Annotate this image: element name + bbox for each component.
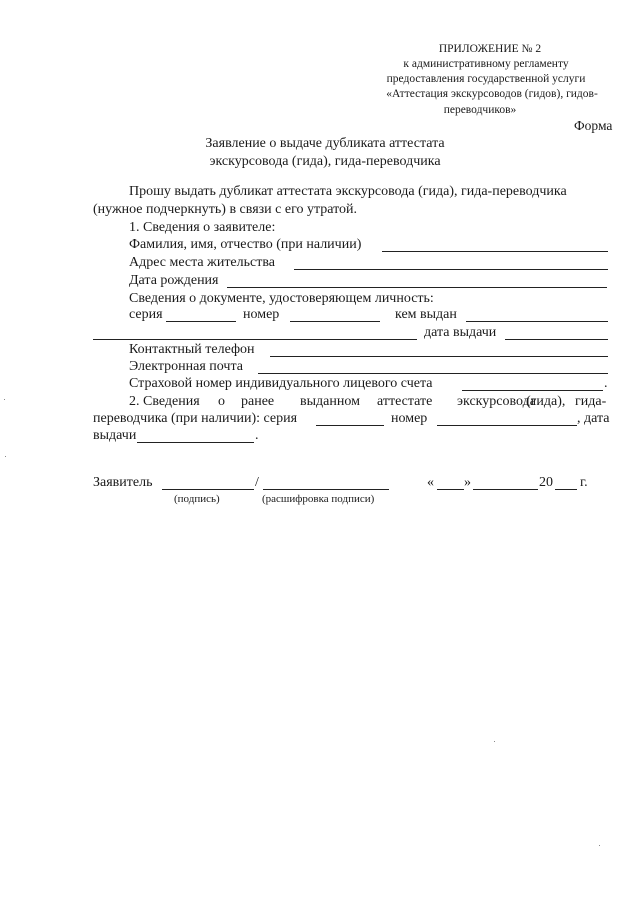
id-document-label: Сведения о документе, удостоверяющем личность: <box>129 291 434 306</box>
date-year-suffix: г. <box>580 475 588 490</box>
prev-series-label: переводчика (при наличии): серия <box>93 411 298 426</box>
date-year-field[interactable] <box>555 489 577 490</box>
date-year-prefix: 20 <box>539 475 553 490</box>
section2-word: выданном <box>300 394 360 409</box>
address-field[interactable] <box>294 269 608 270</box>
date-quote-open: « <box>427 475 434 490</box>
section2-word: о <box>218 394 225 409</box>
snils-label: Страховой номер индивидуального лицевого счета <box>129 376 433 391</box>
scan-speck <box>4 399 5 400</box>
section2-word: гида- <box>575 394 607 409</box>
section1-heading: 1. Сведения о заявителе: <box>129 220 276 235</box>
phone-label: Контактный телефон <box>129 342 255 357</box>
birth-date-label: Дата рождения <box>129 273 219 288</box>
date-month-field[interactable] <box>473 489 538 490</box>
email-label: Электронная почта <box>129 359 243 374</box>
form-label: Форма <box>574 118 613 133</box>
scan-speck <box>494 741 495 742</box>
id-number-field[interactable] <box>290 321 380 322</box>
snils-field[interactable] <box>462 390 603 391</box>
prev-series-field[interactable] <box>316 425 384 426</box>
prev-issue-date-field[interactable] <box>137 442 254 443</box>
prev-issue-label: выдачи <box>93 428 137 443</box>
appendix-service-line: предоставления государственной услуги <box>386 73 586 85</box>
email-field[interactable] <box>258 373 608 374</box>
id-issued-by-field-continued[interactable] <box>93 339 417 340</box>
section2-word: ранее <box>241 394 275 409</box>
document-title-line2: экскурсовода (гида), гида-переводчика <box>209 154 441 169</box>
snils-period: . <box>604 376 608 391</box>
signature-caption: (подпись) <box>174 493 220 505</box>
prev-number-field[interactable] <box>437 425 577 426</box>
prev-number-label: номер <box>391 411 428 426</box>
address-label: Адрес места жительства <box>129 255 275 270</box>
appendix-regulation-line: к административному регламенту <box>403 58 569 70</box>
id-issue-date-field[interactable] <box>505 339 608 340</box>
section2-word: 2. Сведения <box>129 394 200 409</box>
id-issued-by-label: кем выдан <box>395 307 457 322</box>
id-issued-by-field[interactable] <box>466 321 608 322</box>
birth-date-field[interactable] <box>227 287 607 288</box>
full-name-label: Фамилия, имя, отчество (при наличии) <box>129 237 362 252</box>
signature-field[interactable] <box>162 489 254 490</box>
decoding-caption: (расшифровка подписи) <box>262 493 375 505</box>
signature-decoding-field[interactable] <box>263 489 389 490</box>
request-line2: (нужное подчеркнуть) в связи с его утратой. <box>93 202 358 217</box>
appendix-number: ПРИЛОЖЕНИЕ № 2 <box>438 43 542 55</box>
request-line1: Прошу выдать дубликат аттестата экскурсовода (гида), гида-переводчика <box>129 184 567 199</box>
section2-word: экскурсовода <box>457 394 536 409</box>
scan-speck <box>599 845 600 846</box>
id-series-field[interactable] <box>166 321 236 322</box>
section2-word: (гида), <box>526 394 566 409</box>
full-name-field[interactable] <box>382 251 608 252</box>
signature-slash: / <box>255 475 259 490</box>
date-day-field[interactable] <box>437 489 464 490</box>
id-number-label: номер <box>243 307 280 322</box>
prev-date-label: , дата <box>577 411 610 426</box>
scan-speck <box>5 456 6 457</box>
phone-field[interactable] <box>270 356 608 357</box>
applicant-label: Заявитель <box>93 475 153 490</box>
prev-issue-period: . <box>255 428 259 443</box>
document-title-line1: Заявление о выдаче дубликата аттестата <box>205 136 445 151</box>
date-quote-close: » <box>464 475 471 490</box>
appendix-service-name-line: «Аттестация экскурсоводов (гидов), гидов- <box>386 88 598 100</box>
section2-word: аттестате <box>377 394 433 409</box>
id-series-label: серия <box>129 307 163 322</box>
appendix-service-name-end: переводчиков» <box>443 104 517 116</box>
id-issue-date-label: дата выдачи <box>424 325 497 340</box>
